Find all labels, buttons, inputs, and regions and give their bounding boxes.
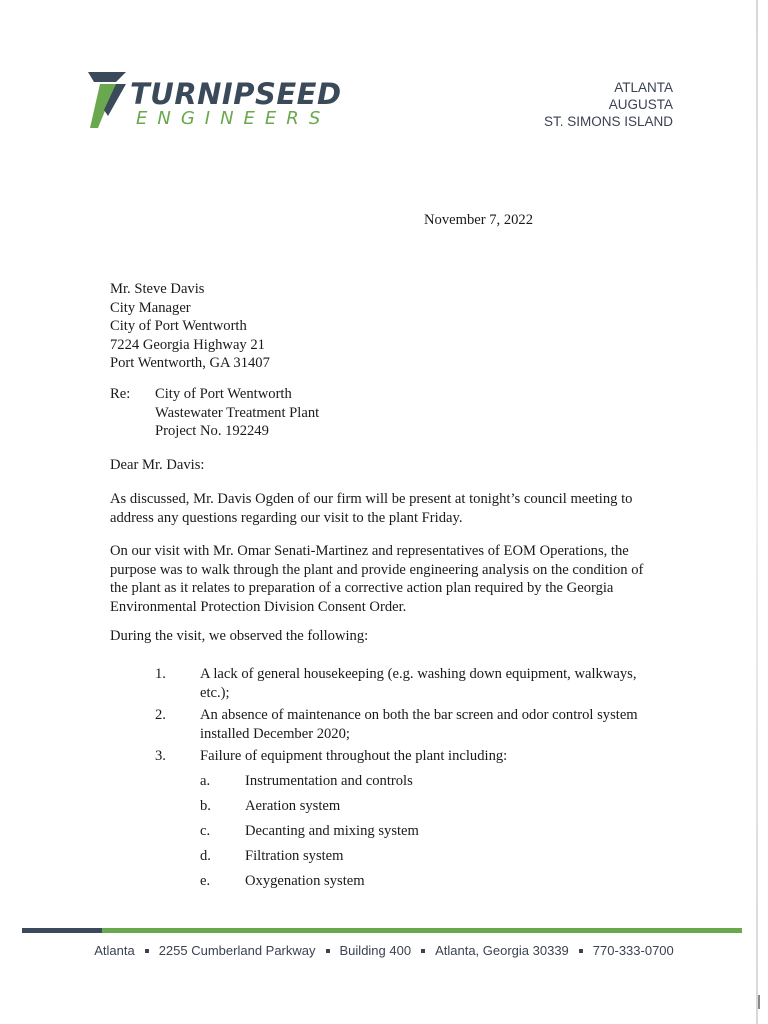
- bullet-separator-icon: [145, 949, 149, 953]
- recipient-street: 7224 Georgia Highway 21: [110, 336, 265, 353]
- recipient-title: City Manager: [110, 299, 191, 316]
- sub-list-text: Decanting and mixing system: [245, 823, 419, 839]
- sub-list-letter: c.: [200, 823, 211, 839]
- office-locations: [544, 79, 673, 130]
- footer-building: Building 400: [339, 943, 412, 958]
- bullet-separator-icon: [326, 949, 330, 953]
- sub-list-text: Instrumentation and controls: [245, 773, 413, 789]
- list-text: An absence of maintenance on both the bar screen and odor control system installed December 2020;: [200, 707, 638, 742]
- company-logo: [86, 70, 342, 130]
- body-paragraph: As discussed, Mr. Davis Ogden of our firm will be present at tonight’s council meeting to address any questions regarding our visit to the plant Friday.: [110, 491, 633, 526]
- sub-list-letter: b.: [200, 798, 211, 814]
- recipient-address: [110, 280, 270, 373]
- subject-line: Wastewater Treatment Plant: [155, 404, 320, 421]
- subject-label: Re:: [110, 386, 131, 402]
- sub-list-letter: d.: [200, 848, 211, 864]
- footer-city-state-zip: Atlanta, Georgia 30339: [435, 943, 569, 958]
- scan-edge: [756, 0, 758, 1024]
- bullet-separator-icon: [579, 949, 583, 953]
- letter-date: November 7, 2022: [424, 212, 534, 228]
- sub-list-letter: a.: [200, 773, 211, 789]
- sub-list-text: Filtration system: [245, 848, 344, 864]
- footer-divider-dark: [22, 928, 102, 933]
- logo-subtitle: ENGINEERS: [136, 108, 331, 129]
- list-number: 1.: [155, 666, 166, 682]
- scan-mark: [758, 995, 760, 1009]
- subject-line: Project No. 192249: [155, 423, 269, 439]
- recipient-organization: City of Port Wentworth: [110, 318, 247, 334]
- footer-divider-green: [102, 928, 742, 933]
- footer-divider: [22, 928, 742, 933]
- body-paragraph: On our visit with Mr. Omar Senati-Martinez and representatives of EOM Operations, the purpose was to walk through the plant and provide engineering analysis on the condition of the plant as it relates to preparation of a corrective action plan required by the Georgia Environmental Protection Division Consent Order.: [110, 543, 644, 615]
- recipient-city: Port Wentworth, GA 31407: [110, 355, 270, 371]
- list-text: A lack of general housekeeping (e.g. washing down equipment, walkways, etc.);: [200, 666, 637, 701]
- turnip-leaf-icon: [86, 70, 132, 130]
- logo-wordmark: TURNIPSEED: [130, 77, 342, 111]
- subject-line: City of Port Wentworth: [155, 386, 292, 402]
- sub-list-letter: e.: [200, 873, 211, 889]
- recipient-name: Mr. Steve Davis: [110, 281, 205, 297]
- footer-city: Atlanta: [94, 943, 135, 958]
- office-location: AUGUSTA: [608, 97, 673, 112]
- list-number: 2.: [155, 707, 166, 723]
- footer-address: [0, 943, 768, 958]
- list-number: 3.: [155, 748, 166, 764]
- footer-phone: 770-333-0700: [592, 943, 674, 958]
- office-location: ST. SIMONS ISLAND: [543, 114, 673, 129]
- body-paragraph: During the visit, we observed the following:: [110, 628, 369, 644]
- footer-street: 2255 Cumberland Parkway: [158, 943, 316, 958]
- salutation: Dear Mr. Davis:: [110, 457, 205, 473]
- office-location: ATLANTA: [614, 80, 673, 95]
- sub-list-text: Oxygenation system: [245, 873, 365, 889]
- sub-list-text: Aeration system: [245, 798, 341, 814]
- bullet-separator-icon: [421, 949, 425, 953]
- list-text: Failure of equipment throughout the plant including:: [200, 748, 508, 764]
